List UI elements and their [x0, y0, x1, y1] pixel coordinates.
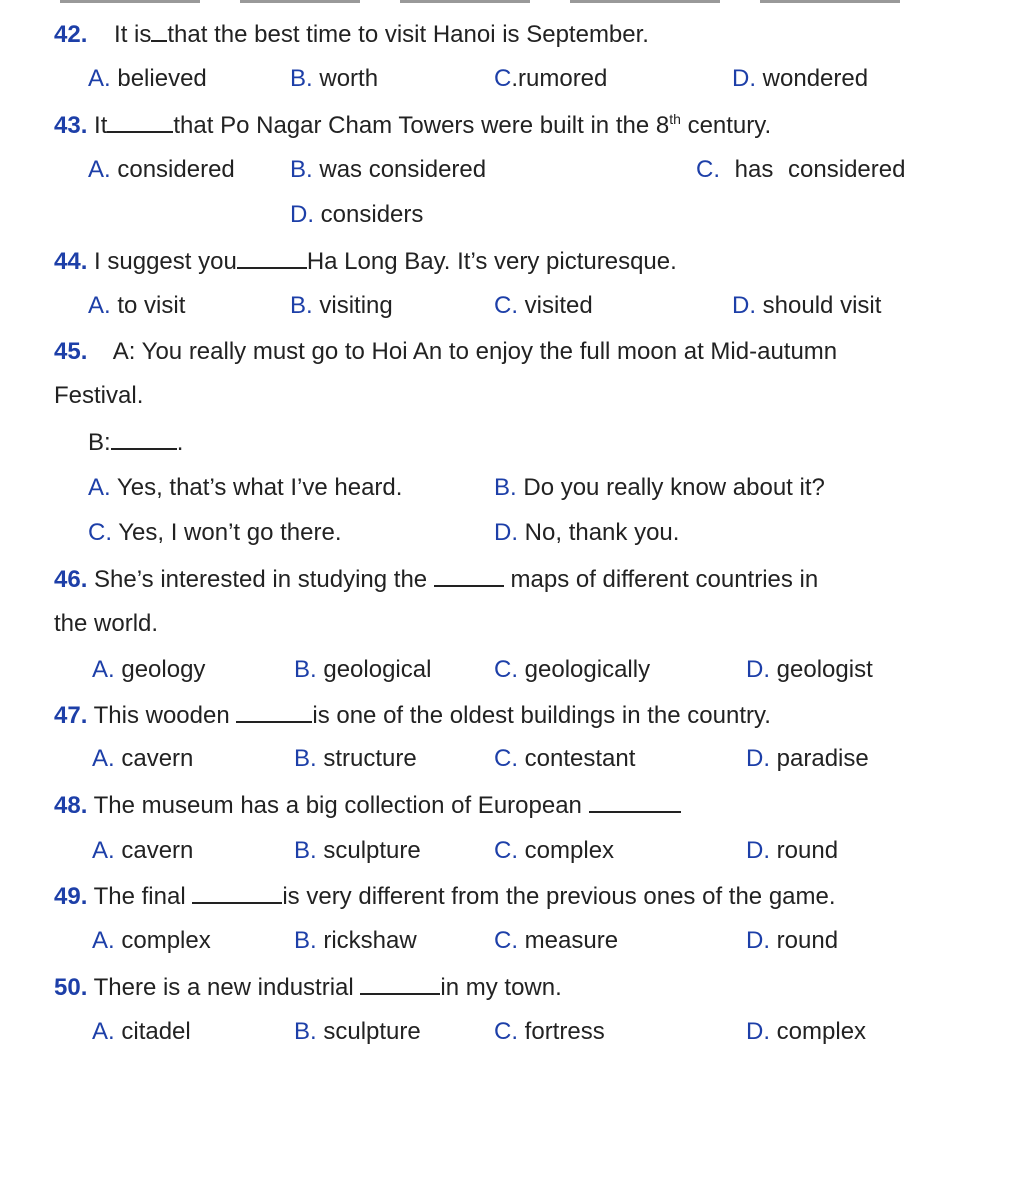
option-letter: A.	[88, 65, 111, 92]
option-text: paradise	[776, 745, 869, 772]
question-number: 45.	[54, 338, 88, 365]
option-text: measure	[524, 927, 619, 954]
option-letter: A.	[88, 474, 111, 501]
option-a[interactable]	[88, 292, 185, 320]
option-b[interactable]	[294, 656, 431, 684]
option-b[interactable]	[290, 292, 393, 320]
option-letter: C.	[494, 292, 518, 319]
option-text: citadel	[121, 1018, 191, 1045]
question-number: 46.	[54, 566, 88, 593]
option-c[interactable]	[696, 156, 905, 184]
question-49	[54, 882, 836, 911]
option-letter: D.	[494, 519, 518, 546]
option-letter: A.	[92, 837, 115, 864]
question-45	[54, 338, 837, 366]
stem-superscript: th	[669, 111, 681, 127]
option-b[interactable]	[290, 65, 378, 93]
option-a[interactable]	[92, 837, 193, 865]
option-letter: B.	[294, 745, 317, 772]
question-50	[54, 973, 562, 1002]
option-text: round	[776, 927, 839, 954]
option-c[interactable]	[494, 745, 635, 773]
stem-part: The museum has a big collection of European	[93, 792, 582, 819]
stem-part: She’s interested in studying the	[94, 566, 428, 593]
option-d[interactable]	[732, 65, 868, 93]
option-text: to visit	[117, 292, 186, 319]
option-letter: A.	[92, 1018, 115, 1045]
option-text: Yes, that’s what I’ve heard.	[116, 474, 403, 501]
option-text: complex	[776, 1018, 867, 1045]
option-letter: C.	[494, 837, 518, 864]
stem-part: in my town.	[440, 974, 562, 1001]
option-letter: B.	[290, 156, 313, 183]
stem-part: There is a new industrial	[93, 974, 354, 1001]
option-c[interactable]	[494, 65, 607, 93]
question-44	[54, 247, 677, 276]
option-a[interactable]	[88, 65, 207, 93]
question-number: 50.	[54, 974, 88, 1001]
option-text: considers	[320, 201, 424, 228]
option-text: visited	[524, 292, 593, 319]
option-d[interactable]	[290, 201, 423, 229]
option-letter: B.	[290, 292, 313, 319]
option-text: contestant	[524, 745, 636, 772]
stem-part: B:	[88, 429, 111, 456]
stem-part: that the best time to visit Hanoi is September.	[167, 21, 649, 48]
option-text: sculpture	[323, 837, 421, 864]
option-letter: C.	[494, 1018, 518, 1045]
option-text: geologically	[524, 656, 651, 683]
option-c[interactable]	[494, 656, 650, 684]
stem-part: is one of the oldest buildings in the country.	[312, 702, 771, 729]
option-text: should visit	[762, 292, 882, 319]
answer-blank	[192, 882, 282, 904]
question-number: 48.	[54, 792, 88, 819]
option-a[interactable]	[92, 1018, 191, 1046]
option-letter: B.	[294, 1018, 317, 1045]
option-letter: B.	[294, 927, 317, 954]
option-text: geologist	[776, 656, 873, 683]
option-text: visiting	[319, 292, 393, 319]
stem-part: I suggest you	[94, 248, 237, 275]
option-letter: D.	[732, 292, 756, 319]
stem-part: This wooden	[93, 702, 230, 729]
option-letter: C	[494, 65, 512, 92]
answer-blank	[360, 973, 440, 995]
option-letter: A.	[88, 156, 111, 183]
question-45-continued	[54, 382, 143, 410]
answer-blank	[107, 111, 173, 133]
option-text: Yes, I won’t go there.	[118, 519, 342, 546]
question-number: 43.	[54, 112, 88, 139]
option-letter: D.	[746, 1018, 770, 1045]
option-letter: D.	[290, 201, 314, 228]
option-b[interactable]	[294, 1018, 421, 1046]
stem-part: A: You really must go to Hoi An to enjoy the full moon at Mid-autumn	[112, 338, 838, 365]
answer-blank	[589, 791, 681, 813]
question-48	[54, 791, 681, 820]
stem-part: Festival.	[54, 382, 144, 409]
option-letter: D.	[746, 656, 770, 683]
stem-part: Ha Long Bay. It’s very picturesque.	[306, 248, 677, 275]
option-text: Do you really know about it?	[523, 474, 825, 501]
option-letter: D.	[746, 837, 770, 864]
option-a[interactable]	[92, 745, 193, 773]
stem-part: The final	[93, 883, 186, 910]
option-b[interactable]	[290, 156, 486, 184]
option-text: sculpture	[323, 1018, 421, 1045]
option-text: considered	[117, 156, 235, 183]
question-number: 49.	[54, 883, 88, 910]
question-42	[54, 20, 649, 49]
option-text: structure	[323, 745, 417, 772]
option-text: geological	[323, 656, 432, 683]
option-text: has considered	[734, 156, 906, 183]
option-d[interactable]	[746, 745, 869, 773]
option-text: complex	[121, 927, 211, 954]
option-d[interactable]	[746, 927, 838, 955]
response-line: B: .	[88, 429, 184, 456]
option-c[interactable]	[494, 927, 618, 955]
question-number: 42.	[54, 21, 88, 48]
option-a[interactable]	[88, 474, 402, 502]
option-text: cavern	[121, 837, 194, 864]
option-letter: D.	[746, 927, 770, 954]
stem-part: It is	[114, 21, 152, 48]
option-letter: A.	[92, 745, 115, 772]
question-number: 44.	[54, 248, 88, 275]
option-d[interactable]	[732, 292, 881, 320]
option-text: worth	[319, 65, 379, 92]
option-d[interactable]	[746, 837, 838, 865]
option-text: fortress	[524, 1018, 605, 1045]
option-letter: C.	[696, 156, 720, 183]
option-text: rickshaw	[323, 927, 417, 954]
option-c[interactable]	[494, 1018, 605, 1046]
cropped-previous-line	[60, 0, 940, 6]
option-text: was considered	[319, 156, 487, 183]
stem-part: It	[94, 112, 108, 139]
option-letter: C.	[494, 745, 518, 772]
option-b[interactable]	[294, 837, 421, 865]
option-letter: A.	[88, 292, 111, 319]
option-letter: B.	[294, 837, 317, 864]
answer-blank	[111, 428, 177, 450]
option-letter: C.	[494, 656, 518, 683]
option-text: round	[776, 837, 839, 864]
answer-blank	[151, 20, 167, 42]
stem-part: the world.	[54, 610, 159, 637]
option-d[interactable]	[746, 656, 873, 684]
stem-part: century.	[687, 112, 772, 139]
option-text: .rumored	[511, 65, 608, 92]
question-47	[54, 701, 771, 730]
option-text: No, thank you.	[524, 519, 680, 546]
option-letter: B.	[294, 656, 317, 683]
option-text: complex	[524, 837, 615, 864]
option-text: geology	[121, 656, 206, 683]
option-letter: A.	[92, 656, 115, 683]
question-46	[54, 565, 818, 594]
answer-blank	[237, 247, 307, 269]
option-letter: A.	[92, 927, 115, 954]
question-46-continued	[54, 610, 158, 638]
option-letter: C.	[88, 519, 112, 546]
option-c[interactable]	[494, 837, 614, 865]
stem-part: that Po Nagar Cham Towers were built in the 8	[173, 112, 670, 139]
option-b[interactable]	[294, 927, 417, 955]
option-letter: D.	[732, 65, 756, 92]
option-b[interactable]	[294, 745, 417, 773]
question-43	[54, 111, 771, 140]
option-d[interactable]	[494, 519, 679, 547]
answer-blank	[236, 701, 312, 723]
stem-part: is very different from the previous ones of the game.	[282, 883, 836, 910]
option-a[interactable]	[92, 656, 205, 684]
question-number: 47.	[54, 702, 88, 729]
option-a[interactable]	[92, 927, 211, 955]
option-text: wondered	[762, 65, 869, 92]
stem-part: maps of different countries in	[510, 566, 819, 593]
option-c[interactable]	[88, 519, 342, 547]
option-letter: B.	[290, 65, 313, 92]
option-text: cavern	[121, 745, 194, 772]
option-letter: D.	[746, 745, 770, 772]
option-text: believed	[117, 65, 207, 92]
answer-blank	[434, 565, 504, 587]
option-a[interactable]	[88, 156, 235, 184]
option-d[interactable]	[746, 1018, 866, 1046]
option-b[interactable]	[494, 474, 825, 502]
option-c[interactable]	[494, 292, 593, 320]
option-letter: C.	[494, 927, 518, 954]
option-letter: B.	[494, 474, 517, 501]
